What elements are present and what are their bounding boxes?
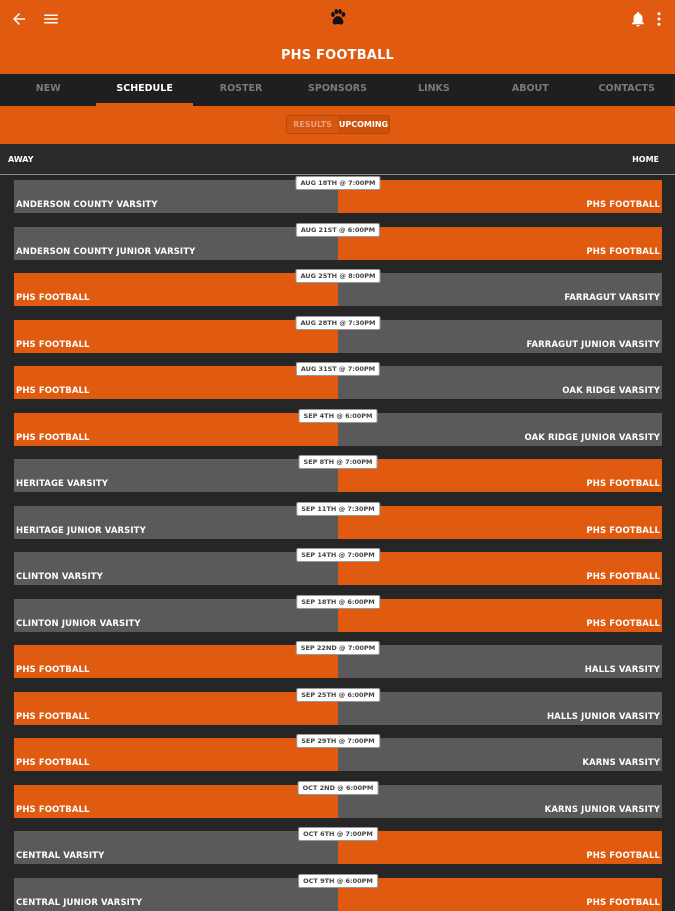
home-team-name: PHS FOOTBALL	[586, 897, 660, 908]
game-row[interactable]	[14, 269, 662, 306]
away-team-cell	[14, 506, 338, 539]
home-column-label: HOME	[632, 155, 659, 164]
bell-icon[interactable]	[629, 10, 647, 28]
game-row[interactable]	[14, 827, 662, 864]
away-team-cell	[14, 692, 338, 725]
home-team-name: PHS FOOTBALL	[586, 618, 660, 629]
game-date-badge: AUG 25TH @ 8:00PM	[295, 269, 380, 283]
away-team-name: PHS FOOTBALL	[16, 339, 90, 350]
away-team-cell	[14, 227, 338, 260]
away-team-cell	[14, 366, 338, 399]
game-date-badge: AUG 18TH @ 7:00PM	[295, 176, 380, 190]
away-team-name: PHS FOOTBALL	[16, 665, 90, 675]
game-row[interactable]	[14, 734, 662, 771]
away-team-cell	[14, 413, 338, 446]
game-date-badge: SEP 11TH @ 7:30PM	[296, 502, 380, 516]
home-team-cell	[338, 320, 662, 353]
home-team-cell	[338, 506, 662, 539]
away-team-cell	[14, 459, 338, 492]
filter-bar	[0, 106, 675, 144]
away-team-name: ANDERSON COUNTY VARSITY	[16, 200, 158, 210]
home-team-cell	[338, 738, 662, 771]
away-team-cell	[14, 320, 338, 353]
paw-icon	[328, 7, 348, 27]
game-date-badge: OCT 6TH @ 7:00PM	[298, 827, 378, 841]
game-date-badge: AUG 28TH @ 7:30PM	[295, 316, 380, 330]
away-column-label: AWAY	[8, 155, 34, 164]
home-team-cell	[338, 645, 662, 678]
game-row[interactable]	[14, 641, 662, 678]
tab-links[interactable]: LINKS	[418, 83, 450, 94]
home-team-name: PHS FOOTBALL	[586, 200, 660, 210]
game-row[interactable]	[14, 502, 662, 539]
game-date-badge: OCT 9TH @ 6:00PM	[298, 874, 378, 888]
game-row[interactable]	[14, 223, 662, 260]
home-team-cell	[338, 227, 662, 260]
game-date-badge: SEP 14TH @ 7:00PM	[296, 548, 380, 562]
home-team-name: PHS FOOTBALL	[586, 479, 660, 489]
away-team-name: PHS FOOTBALL	[16, 386, 90, 396]
home-team-name: FARRAGUT JUNIOR VARSITY	[526, 339, 660, 350]
game-row[interactable]	[14, 595, 662, 632]
home-team-cell	[338, 180, 662, 213]
home-team-name: PHS FOOTBALL	[586, 246, 660, 257]
home-team-name: FARRAGUT VARSITY	[564, 293, 660, 303]
away-team-cell	[14, 738, 338, 771]
home-team-name: HALLS JUNIOR VARSITY	[546, 711, 660, 722]
away-team-name: CLINTON VARSITY	[16, 572, 103, 582]
game-date-badge: SEP 8TH @ 7:00PM	[299, 455, 378, 469]
game-row[interactable]	[14, 781, 662, 818]
tab-bar	[0, 74, 675, 106]
away-team-name: ANDERSON COUNTY JUNIOR VARSITY	[16, 246, 196, 257]
game-date-badge: SEP 22ND @ 7:00PM	[296, 641, 380, 655]
home-team-cell	[338, 785, 662, 818]
more-vertical-icon[interactable]	[655, 10, 663, 28]
home-team-name: PHS FOOTBALL	[586, 851, 660, 861]
game-row[interactable]	[14, 455, 662, 492]
home-team-cell	[338, 692, 662, 725]
game-date-badge: AUG 31ST @ 7:00PM	[296, 362, 380, 376]
home-team-name: HALLS VARSITY	[584, 665, 660, 675]
tab-about[interactable]: ABOUT	[511, 83, 549, 94]
game-date-badge: AUG 21ST @ 6:00PM	[296, 223, 380, 237]
home-team-cell	[338, 413, 662, 446]
away-team-cell	[14, 785, 338, 818]
away-team-name: PHS FOOTBALL	[16, 758, 90, 768]
away-team-name: HERITAGE JUNIOR VARSITY	[16, 525, 146, 536]
tab-contacts[interactable]: CONTACTS	[598, 83, 655, 94]
away-team-name: CLINTON JUNIOR VARSITY	[16, 618, 141, 629]
away-team-name: PHS FOOTBALL	[16, 432, 90, 443]
game-row[interactable]	[14, 409, 662, 446]
game-row[interactable]	[14, 548, 662, 585]
home-team-name: KARNS VARSITY	[582, 758, 660, 768]
game-date-badge: SEP 29TH @ 7:00PM	[296, 734, 380, 748]
away-team-name: CENTRAL VARSITY	[16, 851, 105, 861]
upcoming-toggle[interactable]: UPCOMING	[338, 116, 389, 133]
page-title: PHS FOOTBALL	[280, 48, 395, 63]
home-team-cell	[338, 831, 662, 864]
game-date-badge: SEP 18TH @ 6:00PM	[296, 595, 380, 609]
hamburger-icon[interactable]	[42, 10, 60, 28]
game-date-badge: OCT 2ND @ 6:00PM	[298, 781, 379, 795]
app-bar	[0, 0, 675, 74]
tab-new[interactable]: NEW	[35, 83, 61, 94]
column-header	[0, 144, 675, 175]
away-team-name: PHS FOOTBALL	[16, 293, 90, 303]
away-team-name: HERITAGE VARSITY	[16, 479, 109, 489]
home-team-name: KARNS JUNIOR VARSITY	[544, 804, 660, 815]
home-team-name: PHS FOOTBALL	[586, 525, 660, 536]
game-row[interactable]	[14, 176, 662, 213]
results-toggle[interactable]: RESULTS	[293, 120, 332, 129]
away-team-name: PHS FOOTBALL	[16, 804, 90, 815]
game-row[interactable]	[14, 688, 662, 725]
away-team-name: CENTRAL JUNIOR VARSITY	[16, 897, 143, 908]
game-date-badge: SEP 25TH @ 6:00PM	[296, 688, 380, 702]
game-row[interactable]	[14, 316, 662, 353]
home-team-cell	[338, 366, 662, 399]
game-row[interactable]	[14, 874, 662, 911]
home-team-cell	[338, 552, 662, 585]
home-team-name: OAK RIDGE VARSITY	[562, 386, 660, 396]
away-team-cell	[14, 645, 338, 678]
away-team-cell	[14, 273, 338, 306]
away-team-name: PHS FOOTBALL	[16, 711, 90, 722]
home-team-cell	[338, 878, 662, 911]
home-team-name: OAK RIDGE JUNIOR VARSITY	[524, 432, 660, 443]
away-team-cell	[14, 180, 338, 213]
away-team-cell	[14, 552, 338, 585]
results-upcoming-toggle	[286, 115, 390, 134]
tab-sponsors[interactable]: SPONSORS	[308, 83, 367, 94]
home-team-cell	[338, 459, 662, 492]
tab-roster[interactable]: ROSTER	[219, 83, 263, 94]
home-team-cell	[338, 273, 662, 306]
away-team-cell	[14, 878, 338, 911]
home-team-name: PHS FOOTBALL	[586, 572, 660, 582]
away-team-cell	[14, 831, 338, 864]
tab-schedule[interactable]: SCHEDULE	[96, 74, 192, 106]
home-team-cell	[338, 599, 662, 632]
game-date-badge: SEP 4TH @ 6:00PM	[299, 409, 378, 423]
away-team-cell	[14, 599, 338, 632]
arrow-left-icon[interactable]	[10, 10, 28, 28]
game-row[interactable]	[14, 362, 662, 399]
